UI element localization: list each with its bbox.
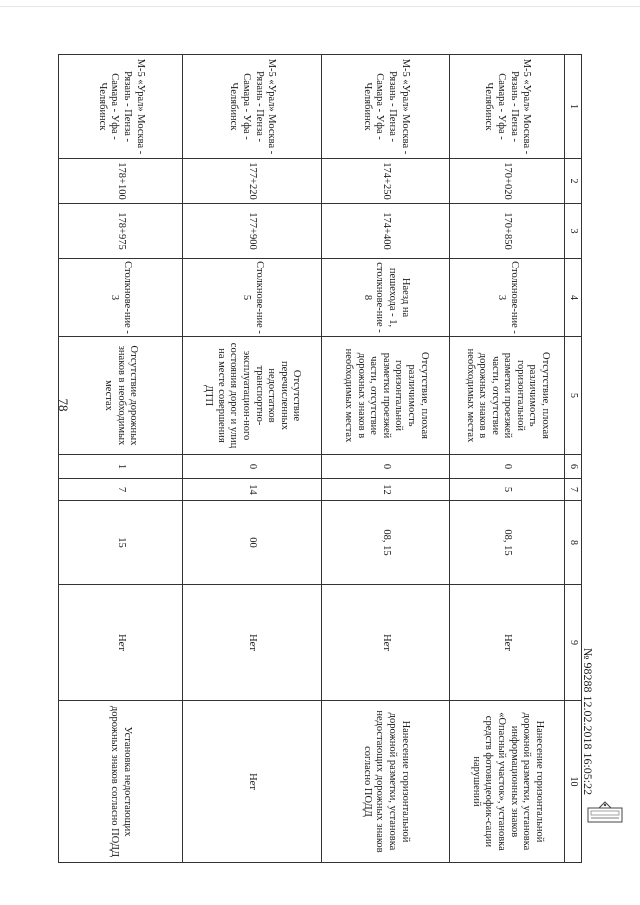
header-cell: 2 — [565, 159, 582, 204]
accidents-cell: Наезд на пешехода - 1, столкнове-ние - 8 — [322, 259, 450, 337]
col8-cell: 08, 15 — [322, 501, 450, 585]
col8-cell: 00 — [183, 501, 322, 585]
accidents-cell: Столкнове-ние - 3 — [59, 259, 183, 337]
km-to-cell: 178+975 — [59, 204, 183, 259]
registration-footer: № 98288 12.02.2018 16:05:22 — [581, 648, 595, 796]
header-cell: 1 — [565, 55, 582, 159]
col7-cell: 5 — [450, 479, 565, 501]
km-from-cell: 170+020 — [450, 159, 565, 204]
table-row — [59, 55, 183, 863]
col7-cell: 12 — [322, 479, 450, 501]
page-number: 78 — [56, 398, 71, 412]
km-to-cell: 170+850 — [450, 204, 565, 259]
seal-stamp-icon — [586, 800, 624, 826]
header-cell: 4 — [565, 259, 582, 337]
col9-cell: Нет — [183, 585, 322, 701]
road-name-cell: М-5 «Урал» Москва - Рязань - Пенза - Самара - Уфа - Челябинск — [450, 55, 565, 159]
table-row — [450, 55, 565, 863]
measures-cell: Нанесение горизонтальной дорожной разметки, установка недостающих дорожных знаков согласно ПОДД — [322, 701, 450, 863]
accidents-cell: Столкнове-ние - 3 — [450, 259, 565, 337]
km-from-cell: 177+220 — [183, 159, 322, 204]
km-to-cell: 177+900 — [183, 204, 322, 259]
col6-cell: 0 — [450, 455, 565, 479]
measures-cell: Нанесение горизонтальной дорожной разметки, установка информационных знаков «Опасный участок», установка средств фотовидеофик-сации нарушений — [450, 701, 565, 863]
km-from-cell: 174+250 — [322, 159, 450, 204]
deficiencies-cell: Отсутствие перечисленных недостатков транспортно-эксплуатацион-ного состояния дорог и улиц на месте совершения ДТП — [183, 337, 322, 455]
col6-cell: 1 — [59, 455, 183, 479]
header-cell: 5 — [565, 337, 582, 455]
deficiencies-cell: Отсутствие дорожных знаков в необходимых местах — [59, 337, 183, 455]
measures-cell: Нет — [183, 701, 322, 863]
header-cell: 6 — [565, 455, 582, 479]
col7-cell: 14 — [183, 479, 322, 501]
table-row — [322, 55, 450, 863]
col8-cell: 15 — [59, 501, 183, 585]
col6-cell: 0 — [183, 455, 322, 479]
measures-cell: Установка недостающих дорожных знаков согласно ПОДД — [59, 701, 183, 863]
header-cell: 7 — [565, 479, 582, 501]
road-name-cell: М-5 «Урал» Москва - Рязань - Пенза - Самара - Уфа - Челябинск — [183, 55, 322, 159]
data-table — [58, 54, 582, 863]
col9-cell: Нет — [450, 585, 565, 701]
header-cell: 9 — [565, 585, 582, 701]
col9-cell: Нет — [59, 585, 183, 701]
header-cell: 3 — [565, 204, 582, 259]
road-name-cell: М-5 «Урал» Москва - Рязань - Пенза - Самара - Уфа - Челябинск — [322, 55, 450, 159]
deficiencies-cell: Отсутствие, плохая различимость горизонтальной разметки проезжей части, отсутствие дорожных знаков в необходимых местах — [450, 337, 565, 455]
road-name-cell: М-5 «Урал» Москва - Рязань - Пенза - Самара - Уфа - Челябинск — [59, 55, 183, 159]
header-cell: 10 — [565, 701, 582, 863]
deficiencies-cell: Отсутствие, плохая различимость горизонтальной разметки проезжей части, отсутствие дорожных знаков в необходимых местах — [322, 337, 450, 455]
table-row — [183, 55, 322, 863]
col7-cell: 7 — [59, 479, 183, 501]
col6-cell: 0 — [322, 455, 450, 479]
col9-cell: Нет — [322, 585, 450, 701]
col8-cell: 08, 15 — [450, 501, 565, 585]
km-to-cell: 174+400 — [322, 204, 450, 259]
header-cell: 8 — [565, 501, 582, 585]
km-from-cell: 178+100 — [59, 159, 183, 204]
accidents-cell: Столкнове-ние - 5 — [183, 259, 322, 337]
data-table-frame — [62, 54, 582, 862]
